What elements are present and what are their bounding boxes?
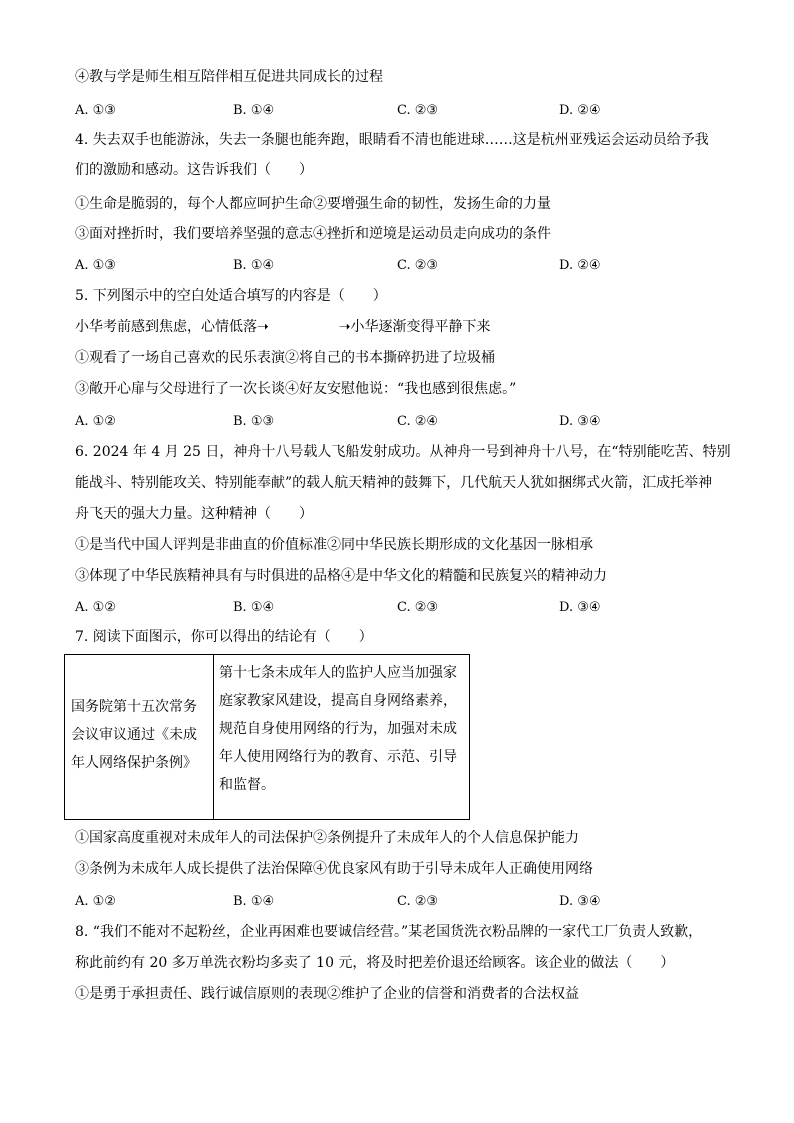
option-c: C. ②③ bbox=[397, 103, 439, 118]
q6-statement-1-2: ①是当代中国人评判是非曲直的价值标准②同中华民族长期形成的文化基因一脉相承 bbox=[75, 537, 593, 553]
option-c: C. ②④ bbox=[397, 414, 439, 429]
q7-statement-3-4: ③条例为未成年人成长提供了法治保障④优良家风有助于引导未成年人正确使用网络 bbox=[75, 861, 593, 877]
q7-stem: 7. 阅读下面图示，你可以得出的结论有（ ） bbox=[75, 629, 373, 645]
option-d: D. ③④ bbox=[559, 414, 601, 429]
option-b: B. ①④ bbox=[233, 600, 275, 615]
q5-statement-1-2: ①观看了一场自己喜欢的民乐表演②将自己的书本撕碎扔进了垃圾桶 bbox=[75, 350, 495, 366]
table-right-line: 年人使用网络行为的教育、示范、引导 bbox=[219, 749, 457, 765]
q8-statement-1-2: ①是勇于承担责任、践行诚信原则的表现②维护了企业的信誉和消费者的合法权益 bbox=[75, 986, 579, 1002]
option-d: D. ②④ bbox=[559, 258, 601, 273]
option-a: A. ①③ bbox=[75, 103, 116, 118]
option-b: B. ①④ bbox=[233, 103, 275, 118]
table-divider bbox=[213, 655, 214, 819]
table-right-line: 规范自身使用网络的行为，加强对未成 bbox=[219, 721, 457, 737]
option-a: A. ①② bbox=[75, 414, 116, 429]
q6-options bbox=[75, 598, 715, 618]
table-left-line: 年人网络保护条例》 bbox=[71, 755, 197, 771]
q8-stem-line2: 称此前约有 20 多万单洗衣粉均多卖了 10 元，将及时把差价退还给顾客。该企业的做法（ ） bbox=[75, 955, 675, 971]
table-left-cell bbox=[71, 693, 209, 777]
arrow-right-icon: ➝ bbox=[257, 319, 269, 335]
option-c: C. ②③ bbox=[397, 258, 439, 273]
table-left-line: 国务院第十五次常务 bbox=[71, 699, 197, 715]
option-a: A. ①② bbox=[75, 894, 116, 909]
q6-stem-line1: 6. 2024 年 4 月 25 日，神舟十八号载人飞船发射成功。从神舟一号到神舟十八号，在“特别能吃苦、特别 bbox=[75, 444, 731, 460]
table-right-line: 和监督。 bbox=[219, 777, 275, 793]
q7-info-table bbox=[64, 654, 470, 820]
q8-stem-line1: 8. “我们不能对不起粉丝，企业再困难也要诚信经营。”某老国货洗衣粉品牌的一家代工厂负责人致歉， bbox=[75, 924, 703, 940]
q4-options bbox=[75, 256, 715, 276]
q7-options bbox=[75, 892, 715, 912]
arrow-right-icon: ➝ bbox=[338, 319, 351, 335]
table-right-cell bbox=[219, 659, 467, 799]
q6-stem-line3: 舟飞天的强大力量。这种精神（ ） bbox=[75, 506, 313, 522]
option-d: D. ③④ bbox=[559, 894, 601, 909]
option-d: D. ②④ bbox=[559, 103, 601, 118]
q5-statement-3-4: ③敞开心扉与父母进行了一次长谈④好友安慰他说：“我也感到很焦虑。” bbox=[75, 381, 517, 397]
q4-stem-line1: 4. 失去双手也能游泳，失去一条腿也能奔跑，眼睛看不清也能进球……这是杭州亚残运会运动员给予我 bbox=[75, 132, 709, 148]
q5-flow-diagram bbox=[75, 317, 490, 337]
table-left-line: 会议审议通过《未成 bbox=[71, 727, 197, 743]
flow-end: 小华逐渐变得平静下来 bbox=[350, 319, 491, 335]
option-a: A. ①③ bbox=[75, 258, 116, 273]
table-right-line: 第十七条未成年人的监护人应当加强家 bbox=[219, 665, 457, 681]
option-d: D. ③④ bbox=[559, 600, 601, 615]
flow-start: 小华考前感到焦虑，心情低落 bbox=[75, 319, 257, 335]
table-right-line: 庭家教家风建设，提高自身网络素养， bbox=[219, 693, 457, 709]
option-c: C. ②③ bbox=[397, 600, 439, 615]
q3-options bbox=[75, 101, 715, 121]
q3-statement-4: ④教与学是师生相互陪伴相互促进共同成长的过程 bbox=[75, 69, 383, 85]
option-b: B. ①③ bbox=[233, 414, 275, 429]
option-b: B. ①④ bbox=[233, 894, 275, 909]
q7-statement-1-2: ①国家高度重视对未成年人的司法保护②条例提升了未成年人的个人信息保护能力 bbox=[75, 830, 579, 846]
q5-options bbox=[75, 412, 715, 432]
q4-statement-3-4: ③面对挫折时，我们要培养坚强的意志④挫折和逆境是运动员走向成功的条件 bbox=[75, 226, 551, 242]
q6-stem-line2: 能战斗、特别能攻关、特别能奉献”的载人航天精神的鼓舞下，几代航天人犹如捆绑式火箭，汇成托举神 bbox=[75, 475, 713, 491]
q4-statement-1-2: ①生命是脆弱的，每个人都应呵护生命②要增强生命的韧性，发扬生命的力量 bbox=[75, 196, 551, 212]
q4-stem-line2: 们的激励和感动。这告诉我们（ ） bbox=[75, 162, 313, 178]
option-b: B. ①④ bbox=[233, 258, 275, 273]
q5-stem: 5. 下列图示中的空白处适合填写的内容是（ ） bbox=[75, 288, 387, 304]
option-a: A. ①② bbox=[75, 600, 116, 615]
option-c: C. ②③ bbox=[397, 894, 439, 909]
q6-statement-3-4: ③体现了中华民族精神具有与时俱进的品格④是中华文化的精髓和民族复兴的精神动力 bbox=[75, 568, 607, 584]
